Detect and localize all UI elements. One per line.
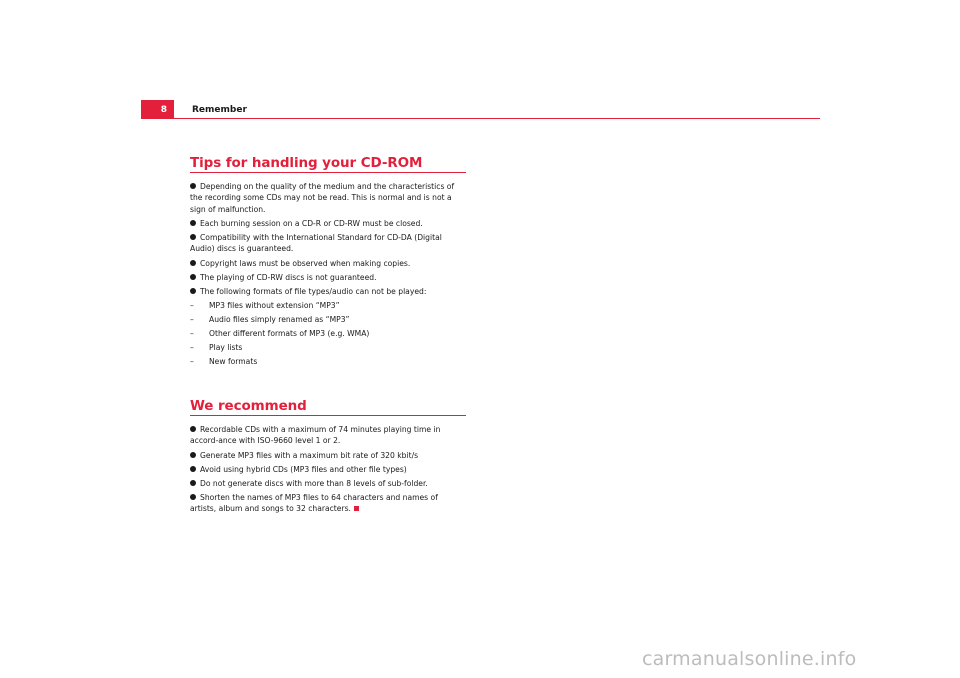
tips-item [190, 258, 466, 269]
bullet-icon [190, 234, 196, 240]
bullet-icon [190, 288, 196, 294]
bullet-icon [190, 480, 196, 486]
format-list-item-text: MP3 files without extension “MP3” [209, 300, 340, 310]
recommend-item [190, 492, 466, 515]
tips-item-text: Each burning session on a CD-R or CD-RW must be closed. [200, 218, 423, 228]
recommend-item-text: Do not generate discs with more than 8 levels of sub-folder. [200, 478, 428, 488]
format-list-item-text: Other different formats of MP3 (e.g. WMA) [209, 328, 370, 338]
format-list-item [190, 328, 466, 339]
tips-item [190, 286, 466, 297]
end-of-section-icon [354, 506, 359, 511]
tips-heading: Tips for handling your CD-ROM [190, 155, 466, 173]
recommend-item-text: Recordable CDs with a maximum of 74 minutes playing time in accord-ance with ISO-9660 level 1 or 2. [190, 425, 441, 446]
tips-item [190, 181, 466, 215]
bullet-icon [190, 183, 196, 189]
recommend-item-text: Shorten the names of MP3 files to 64 characters and names of artists, album and songs to 32 characters. [190, 492, 438, 514]
recommend-item [190, 464, 466, 475]
chapter-title: Remember [192, 105, 247, 115]
tips-item [190, 272, 466, 283]
tips-item [190, 232, 466, 255]
format-list-item [190, 300, 466, 311]
bullet-icon [190, 452, 196, 458]
page-header [141, 100, 820, 119]
recommend-section [190, 398, 466, 517]
bullet-icon [190, 426, 196, 432]
bullet-icon [190, 220, 196, 226]
format-list-item-text: New formats [209, 357, 258, 367]
tips-section [190, 155, 466, 370]
bullet-icon [190, 260, 196, 266]
page-number-box [141, 100, 174, 119]
page-number: 8 [160, 105, 167, 115]
format-list-item-text: Audio files simply renamed as “MP3” [209, 314, 350, 324]
dash-icon: – [190, 357, 194, 367]
tips-item-text: Depending on the quality of the medium and the characteristics of the recording some CDs may not be read. This is normal and is not a sign of malfunction. [190, 182, 455, 214]
dash-icon: – [190, 328, 194, 338]
format-list-item [190, 314, 466, 325]
bullet-icon [190, 466, 196, 472]
format-list-item-text: Play lists [209, 343, 243, 353]
dash-icon: – [190, 343, 194, 353]
recommend-item-text: Avoid using hybrid CDs (MP3 files and other file types) [200, 464, 407, 474]
recommend-item [190, 424, 466, 447]
tips-item-text: The playing of CD-RW discs is not guaranteed. [200, 272, 377, 282]
watermark: carmanualsonline.info [642, 648, 857, 670]
dash-icon: – [190, 314, 194, 324]
recommend-item-text: Generate MP3 files with a maximum bit rate of 320 kbit/s [200, 450, 419, 460]
dash-icon: – [190, 300, 194, 310]
bullet-icon [190, 494, 196, 500]
recommend-item [190, 478, 466, 489]
tips-item [190, 218, 466, 229]
tips-item-text: Compatibility with the International Standard for CD-DA (Digital Audio) discs is guaranteed. [190, 233, 442, 254]
format-list-item [190, 342, 466, 353]
recommend-heading: We recommend [190, 398, 466, 416]
format-list-item [190, 356, 466, 367]
tips-item-text: The following formats of file types/audio can not be played: [200, 286, 427, 296]
bullet-icon [190, 274, 196, 280]
tips-item-text: Copyright laws must be observed when making copies. [200, 258, 411, 268]
header-rule [174, 118, 820, 119]
recommend-item [190, 450, 466, 461]
